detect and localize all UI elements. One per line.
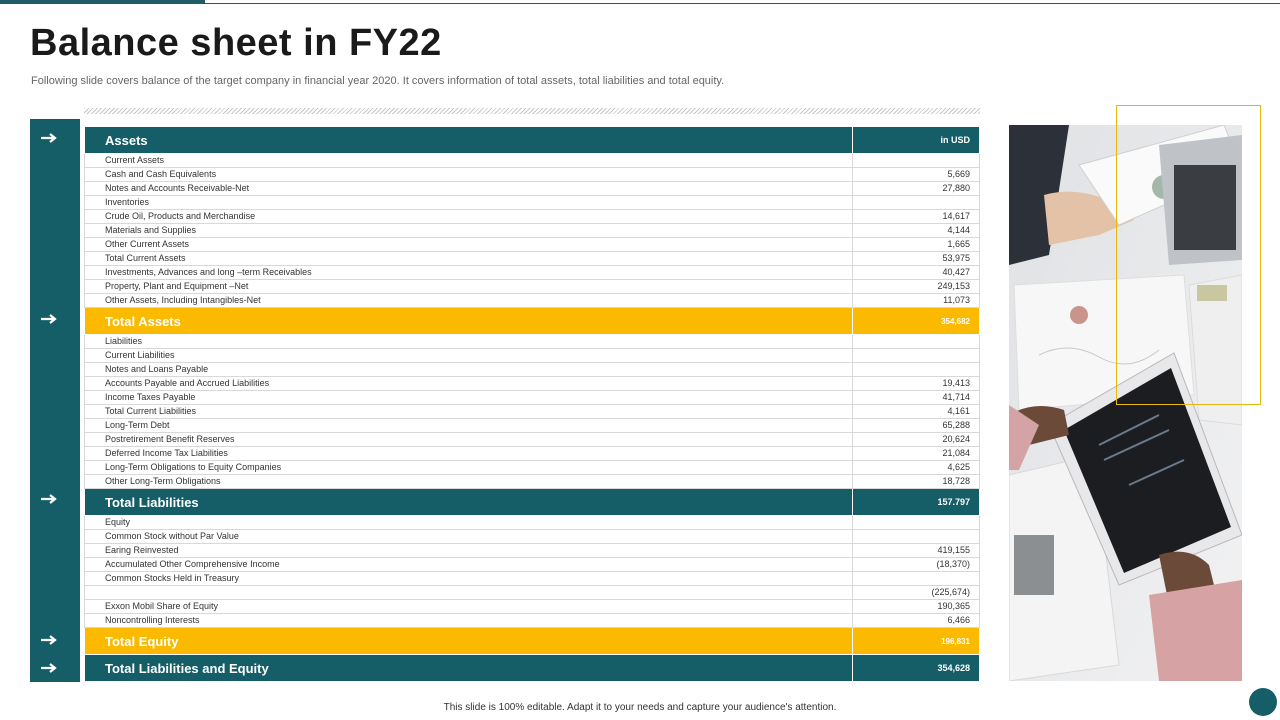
arrow-right-icon — [40, 313, 58, 325]
row-label: Earing Reinvested — [85, 544, 853, 558]
table-row — [85, 182, 980, 196]
total-assets-value: 354,682 — [853, 308, 980, 335]
row-label: Cash and Cash Equivalents — [85, 168, 853, 182]
table-row — [85, 405, 980, 419]
table-row — [85, 572, 980, 586]
table-row — [85, 335, 980, 349]
table-row — [85, 586, 980, 600]
table-row — [85, 252, 980, 266]
total-liabilities-equity-row — [85, 655, 980, 682]
total-liabilities-label: Total Liabilities — [85, 489, 853, 516]
row-label: Inventories — [85, 196, 853, 210]
row-value — [853, 196, 980, 210]
table-row — [85, 266, 980, 280]
row-value: 18,728 — [853, 475, 980, 489]
row-value: 419,155 — [853, 544, 980, 558]
row-label: Current Liabilities — [85, 349, 853, 363]
row-label: Long-Term Debt — [85, 419, 853, 433]
total-liabilities-equity-label: Total Liabilities and Equity — [85, 655, 853, 682]
row-value: 4,144 — [853, 224, 980, 238]
table-row — [85, 530, 980, 544]
total-assets-label: Total Assets — [85, 308, 853, 335]
table-row — [85, 280, 980, 294]
row-label — [85, 586, 853, 600]
row-label: Other Assets, Including Intangibles-Net — [85, 294, 853, 308]
arrow-right-icon — [40, 634, 58, 646]
row-label: Total Current Liabilities — [85, 405, 853, 419]
row-value — [853, 154, 980, 168]
row-label: Investments, Advances and long –term Receivables — [85, 266, 853, 280]
row-value: 4,625 — [853, 461, 980, 475]
table-row — [85, 363, 980, 377]
table-row — [85, 516, 980, 530]
table-row — [85, 461, 980, 475]
table-row — [85, 168, 980, 182]
total-liabilities-row — [85, 489, 980, 516]
total-liabilities-equity-value: 354,628 — [853, 655, 980, 682]
row-value: 27,880 — [853, 182, 980, 196]
corner-dot — [1249, 688, 1277, 716]
total-liabilities-value: 157.797 — [853, 489, 980, 516]
total-equity-row — [85, 628, 980, 655]
row-label: Other Current Assets — [85, 238, 853, 252]
row-label: Property, Plant and Equipment –Net — [85, 280, 853, 294]
row-value: 6,466 — [853, 614, 980, 628]
row-label: Equity — [85, 516, 853, 530]
table-row — [85, 210, 980, 224]
left-accent-band — [30, 119, 80, 682]
table-row — [85, 475, 980, 489]
row-value: 190,365 — [853, 600, 980, 614]
row-value — [853, 363, 980, 377]
row-value: 20,624 — [853, 433, 980, 447]
row-value: 14,617 — [853, 210, 980, 224]
row-value: 19,413 — [853, 377, 980, 391]
slide-subtitle: Following slide covers balance of the target company in financial year 2020. It covers information of total assets, total liabilities and total equity. — [31, 75, 725, 87]
table-row — [85, 294, 980, 308]
assets-header-label: Assets — [85, 127, 853, 154]
table-row — [85, 224, 980, 238]
arrow-right-icon — [40, 132, 58, 144]
row-label: Other Long-Term Obligations — [85, 475, 853, 489]
table-row — [85, 614, 980, 628]
row-label: Postretirement Benefit Reserves — [85, 433, 853, 447]
table-row — [85, 600, 980, 614]
arrow-right-icon — [40, 662, 58, 674]
table-row — [85, 349, 980, 363]
row-label: Materials and Supplies — [85, 224, 853, 238]
assets-header-row — [85, 127, 980, 154]
row-value: 249,153 — [853, 280, 980, 294]
hatched-divider — [84, 108, 980, 114]
row-label: Long-Term Obligations to Equity Companies — [85, 461, 853, 475]
table-row — [85, 391, 980, 405]
row-label: Liabilities — [85, 335, 853, 349]
row-label: Accounts Payable and Accrued Liabilities — [85, 377, 853, 391]
row-label: Common Stock without Par Value — [85, 530, 853, 544]
table-row — [85, 544, 980, 558]
row-value: 4,161 — [853, 405, 980, 419]
row-label: Accumulated Other Comprehensive Income — [85, 558, 853, 572]
row-label: Crude Oil, Products and Merchandise — [85, 210, 853, 224]
table-row — [85, 154, 980, 168]
row-value: (18,370) — [853, 558, 980, 572]
row-label: Deferred Income Tax Liabilities — [85, 447, 853, 461]
row-value — [853, 572, 980, 586]
row-label: Total Current Assets — [85, 252, 853, 266]
row-label: Noncontrolling Interests — [85, 614, 853, 628]
row-label: Notes and Loans Payable — [85, 363, 853, 377]
total-assets-row — [85, 308, 980, 335]
total-equity-value: 196,831 — [853, 628, 980, 655]
row-value — [853, 516, 980, 530]
table-row — [85, 447, 980, 461]
table-row — [85, 196, 980, 210]
row-label: Exxon Mobil Share of Equity — [85, 600, 853, 614]
table-row — [85, 377, 980, 391]
top-rule — [0, 3, 1280, 4]
row-value: 65,288 — [853, 419, 980, 433]
photo-accent-frame — [1116, 105, 1261, 405]
row-value: 11,073 — [853, 294, 980, 308]
row-value: 53,975 — [853, 252, 980, 266]
unit-header: in USD — [853, 127, 980, 154]
row-value: 5,669 — [853, 168, 980, 182]
row-value — [853, 335, 980, 349]
row-value: 21,084 — [853, 447, 980, 461]
row-value — [853, 349, 980, 363]
row-value — [853, 530, 980, 544]
slide-footer: This slide is 100% editable. Adapt it to your needs and capture your audience's attention. — [443, 702, 837, 713]
table-row — [85, 419, 980, 433]
row-value: 1,665 — [853, 238, 980, 252]
table-row — [85, 558, 980, 572]
row-value: 40,427 — [853, 266, 980, 280]
row-label: Notes and Accounts Receivable-Net — [85, 182, 853, 196]
table-row — [85, 238, 980, 252]
row-label: Income Taxes Payable — [85, 391, 853, 405]
slide-title: Balance sheet in FY22 — [30, 22, 442, 64]
balance-sheet-table — [84, 126, 980, 682]
row-label: Common Stocks Held in Treasury — [85, 572, 853, 586]
table-row — [85, 433, 980, 447]
total-equity-label: Total Equity — [85, 628, 853, 655]
row-value: 41,714 — [853, 391, 980, 405]
arrow-right-icon — [40, 493, 58, 505]
row-value: (225,674) — [853, 586, 980, 600]
row-label: Current Assets — [85, 154, 853, 168]
